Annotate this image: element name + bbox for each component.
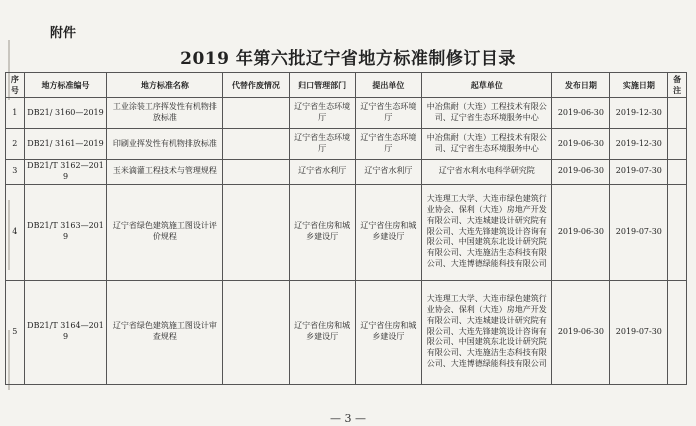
cell-no: 1 [6, 98, 25, 129]
cell-drafter: 大连理工大学、大连市绿色建筑行业协会、保利（大连）房地产开发有限公司、大连城建设计研究院有限公司、大连先锋建筑设计咨询有限公司、中国建筑东北设计研究院有限公司、大连施洁生态科技有限公司、大连博德绿能科技有限公司 [422, 184, 552, 280]
cell-drafter: 中冶焦耐（大连）工程技术有限公司、辽宁省生态环境服务中心 [422, 129, 552, 160]
cell-publish-date: 2019-06-30 [552, 280, 610, 384]
cell-code: DB21/T 3162—2019 [24, 160, 107, 185]
cell-proposer: 辽宁省住房和城乡建设厅 [355, 184, 421, 280]
cell-name: 玉米滴灌工程技术与管理规程 [107, 160, 223, 185]
col-header-code: 地方标准编号 [24, 73, 107, 98]
cell-dept: 辽宁省住房和城乡建设厅 [289, 184, 355, 280]
col-header-publish-date: 发布日期 [552, 73, 610, 98]
cell-name: 印刷业挥发性有机物排放标准 [107, 129, 223, 160]
cell-publish-date: 2019-06-30 [552, 184, 610, 280]
cell-note [668, 98, 687, 129]
cell-replaces [223, 160, 289, 185]
table-row [6, 98, 687, 129]
page-title: 2019 年第六批辽宁省地方标准制修订目录 [180, 49, 516, 69]
cell-name: 辽宁省绿色建筑施工图设计审查规程 [107, 280, 223, 384]
cell-publish-date: 2019-06-30 [552, 160, 610, 185]
col-header-dept: 归口管理部门 [289, 73, 355, 98]
cell-note [668, 129, 687, 160]
cell-effective-date: 2019-07-30 [610, 280, 668, 384]
table-row [6, 160, 687, 185]
col-header-proposer: 提出单位 [355, 73, 421, 98]
cell-no: 5 [6, 280, 25, 384]
col-header-no: 序号 [6, 73, 25, 98]
page-number: — 3 — [330, 412, 366, 425]
col-header-note: 备注 [668, 73, 687, 98]
cell-proposer: 辽宁省生态环境厅 [355, 129, 421, 160]
cell-name: 辽宁省绿色建筑施工图设计评价规程 [107, 184, 223, 280]
cell-publish-date: 2019-06-30 [552, 129, 610, 160]
cell-no: 2 [6, 129, 25, 160]
standards-table [5, 72, 687, 385]
cell-dept: 辽宁省住房和城乡建设厅 [289, 280, 355, 384]
cell-code: DB21/T 3164—2019 [24, 280, 107, 384]
cell-replaces [223, 129, 289, 160]
cell-effective-date: 2019-12-30 [610, 129, 668, 160]
cell-effective-date: 2019-07-30 [610, 160, 668, 185]
cell-replaces [223, 280, 289, 384]
col-header-replaces: 代替作废情况 [223, 73, 289, 98]
cell-note [668, 160, 687, 185]
col-header-name: 地方标准名称 [107, 73, 223, 98]
cell-no: 4 [6, 184, 25, 280]
cell-note [668, 184, 687, 280]
cell-proposer: 辽宁省水利厅 [355, 160, 421, 185]
table-row [6, 129, 687, 160]
cell-drafter: 大连理工大学、大连市绿色建筑行业协会、保利（大连）房地产开发有限公司、大连城建设计研究院有限公司、大连先锋建筑设计咨询有限公司、中国建筑东北设计研究院有限公司、大连施洁生态科技有限公司、大连博德绿能科技有限公司 [422, 280, 552, 384]
cell-dept: 辽宁省生态环境厅 [289, 98, 355, 129]
cell-code: DB21/ 3161—2019 [24, 129, 107, 160]
cell-proposer: 辽宁省生态环境厅 [355, 98, 421, 129]
col-header-drafter: 起草单位 [422, 73, 552, 98]
cell-code: DB21/ 3160—2019 [24, 98, 107, 129]
cell-effective-date: 2019-12-30 [610, 98, 668, 129]
cell-effective-date: 2019-07-30 [610, 184, 668, 280]
cell-drafter: 中冶焦耐（大连）工程技术有限公司、辽宁省生态环境服务中心 [422, 98, 552, 129]
table-header-row [6, 73, 687, 98]
col-header-effective-date: 实施日期 [610, 73, 668, 98]
cell-note [668, 280, 687, 384]
table-row [6, 184, 687, 280]
cell-replaces [223, 98, 289, 129]
cell-code: DB21/T 3163—2019 [24, 184, 107, 280]
table-row [6, 280, 687, 384]
cell-dept: 辽宁省生态环境厅 [289, 129, 355, 160]
cell-drafter: 辽宁省水利水电科学研究院 [422, 160, 552, 185]
cell-proposer: 辽宁省住房和城乡建设厅 [355, 280, 421, 384]
cell-dept: 辽宁省水利厅 [289, 160, 355, 185]
attachment-label: 附件 [50, 26, 77, 41]
cell-publish-date: 2019-06-30 [552, 98, 610, 129]
cell-no: 3 [6, 160, 25, 185]
cell-name: 工业涂装工序挥发性有机物排放标准 [107, 98, 223, 129]
cell-replaces [223, 184, 289, 280]
